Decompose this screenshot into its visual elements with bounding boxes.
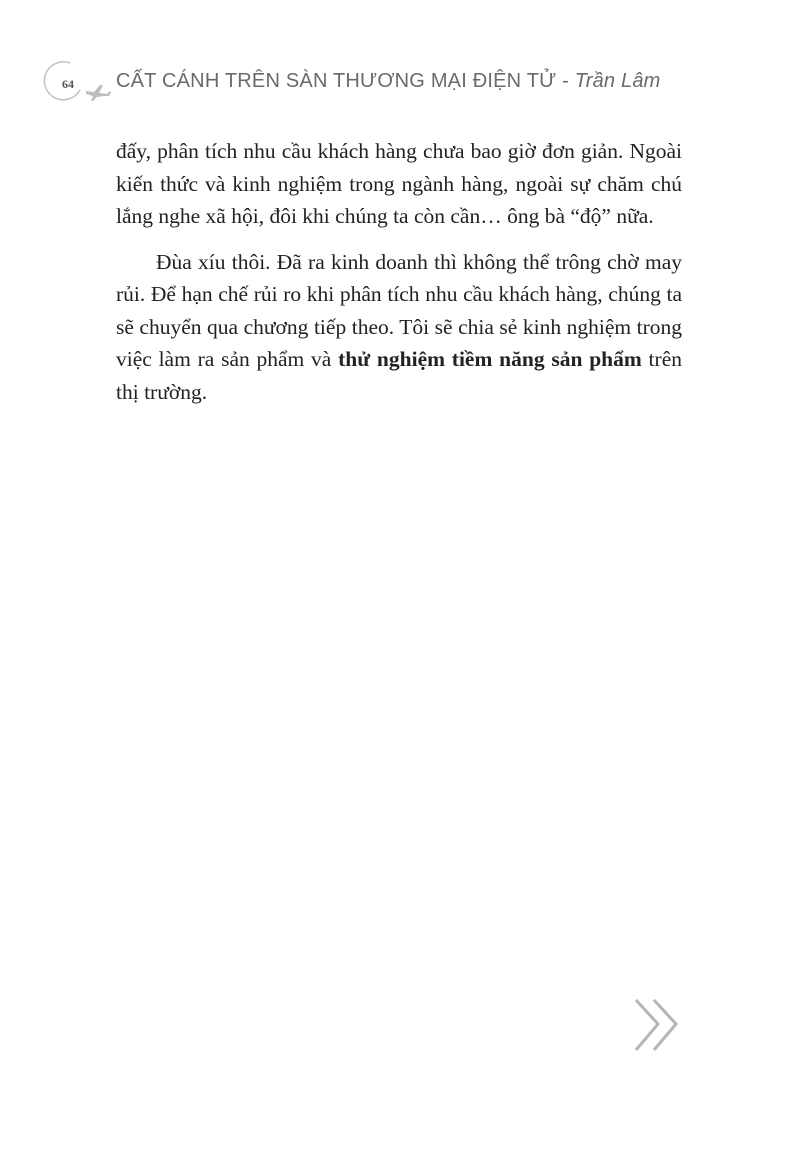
- body-text: [116, 135, 682, 408]
- page-number-badge: [40, 60, 84, 104]
- book-title: CẤT CÁNH TRÊN SÀN THƯƠNG MẠI ĐIỆN TỬ: [116, 70, 557, 92]
- bold-phrase: thử nghiệm tiềm năng sản phẩm: [338, 347, 642, 371]
- running-header: [40, 60, 680, 110]
- double-chevron-right-icon: [634, 998, 682, 1057]
- paragraph-text: Đùa xíu thôi. Đã ra kinh doanh thì không thể trông chờ may rủi. Để hạn chế rủi ro khi phân tích nhu cầu khách hàng, chúng ta sẽ chuyển qua chương tiếp theo. Tôi sẽ chia sẻ kinh nghiệm trong việc làm ra sản phẩm và: [116, 249, 682, 371]
- paragraph: đấy, phân tích nhu cầu khách hàng chưa bao giờ đơn giản. Ngoài kiến thức và kinh nghiệm trong ngành hàng, ngoài sự chăm chú lắng nghe xã hội, đôi khi chúng ta còn cần… ông bà “độ” nữa.: [116, 139, 682, 228]
- author-name: Trần Lâm: [574, 70, 661, 92]
- paragraph: [116, 246, 682, 409]
- paragraph-text-end: trên thị trường.: [116, 347, 682, 404]
- title-separator: -: [556, 70, 575, 92]
- page-number: 64: [62, 77, 74, 91]
- header-title: [116, 70, 661, 93]
- airplane-icon: [84, 82, 112, 107]
